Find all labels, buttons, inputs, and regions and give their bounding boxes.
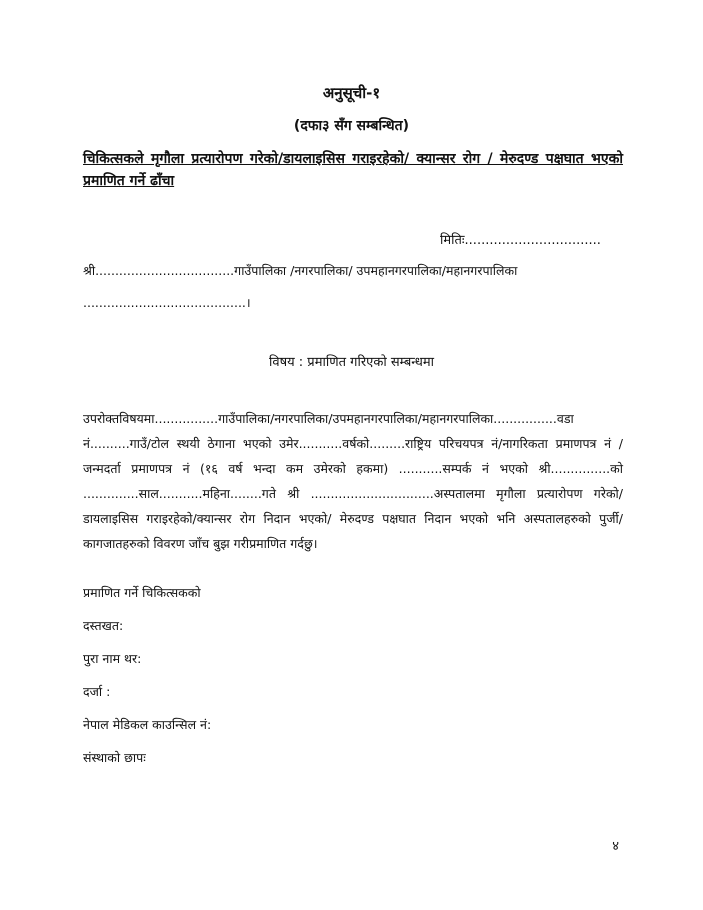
address-line-1: श्री...................................गाउँपालिका /नगरपालिका/ उपमहानगरपालिका/महानगरपालिका — [83, 263, 518, 278]
body-paragraph — [83, 406, 623, 556]
signature-label: दस्तखत: — [83, 618, 124, 633]
nmc-number-label: नेपाल मेडिकल काउन्सिल नं: — [83, 717, 212, 732]
stamp-label: संस्थाको छापः — [83, 750, 146, 765]
signature-heading: प्रमाणित गर्ने चिकित्सकको — [83, 585, 201, 600]
form-title: चिकित्सकले मृगौला प्रत्यारोपण गरेको/डायलाइसिस गराइरहेको/ क्यान्सर रोग / मेरुदण्ड पक्षघात भएको प्रमाणित गर्ने ढाँचा — [83, 151, 623, 189]
subject-line: विषय : प्रमाणित गरिएको सम्बन्धमा — [269, 355, 434, 370]
reference-heading: (दफा३ सँग सम्बन्धित) — [293, 118, 410, 134]
schedule-heading: अनुसूची-१ — [322, 84, 381, 102]
body-text: उपरोक्तविषयमा................गाउँपालिका/नगरपालिका/उपमहानगरपालिका/महानगरपालिका................वडा नं..........गाउँ/टोल स्थयी ठेगाना भएको उमेर...........वर्षको.........राष्ट्रिय परिचयपत्र नं/नागरिकता प्रमाणपत्र नं / जन्मदर्ता प्रमाणपत्र नं (१६ वर्ष भन्दा कम उमेरको हकमा) ...........सम्पर्क नं भएको श्री...............को ..............साल...........महिना........गते श्री ...............................अस्पतालमा मृगौला प्रत्यारोपण गरेको/डायलाइसिस गराइरहेको/क्यान्सर रोग निदान भएको/ मेरुदण्ड पक्षघात निदान भएको भनि अस्पतालहरुको पुर्जी/ कागजातहरुको विवरण जाँच बुझ गरीप्रमाणित गर्दछु। — [83, 411, 623, 551]
full-name-label: पुरा नाम थर: — [83, 651, 142, 666]
rank-label: दर्जा : — [83, 684, 111, 699]
date-line: मितिः................................. — [440, 233, 601, 248]
page-number: ४ — [612, 839, 619, 854]
address-line-2: .........................................। — [83, 295, 251, 310]
